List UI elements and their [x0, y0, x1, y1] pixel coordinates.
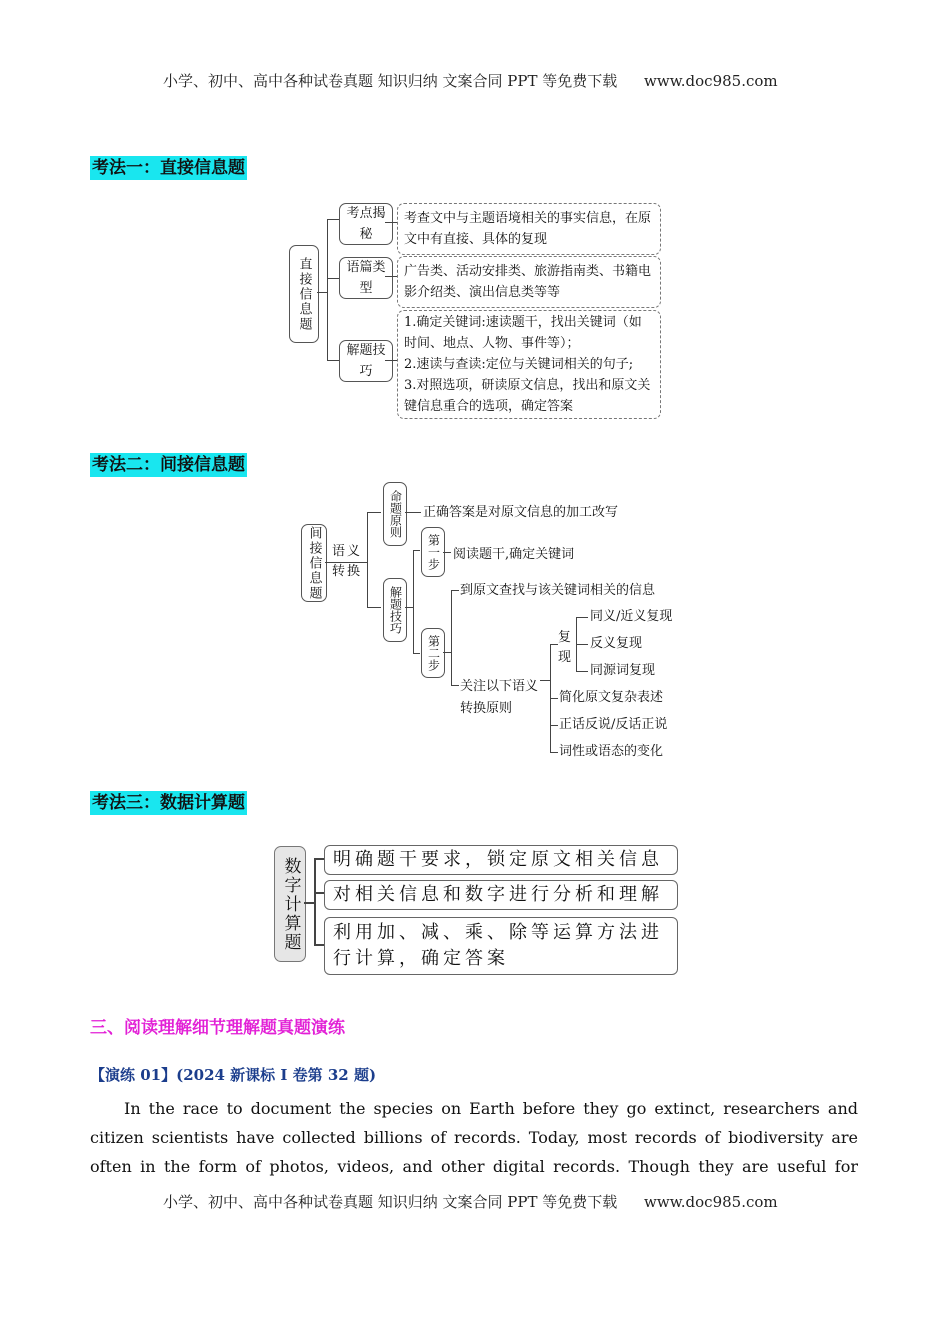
s2-other-3: 词性或语态的变化	[559, 744, 664, 759]
s2-repeat-label: 复现	[558, 630, 572, 665]
s2-sub: 语义转换	[332, 544, 363, 579]
s2-repeat-item-2: 反义复现	[590, 636, 643, 651]
s2-root: 间接信息题	[301, 524, 327, 602]
page-footer	[163, 1191, 778, 1212]
s2-principle-text: 正确答案是对原文信息的加工改写	[423, 505, 619, 520]
s2-repeat-item-3: 同源词复现	[590, 663, 656, 678]
s2-other-1: 简化原文复杂表述	[559, 690, 664, 705]
s2-tech-label: 解题技巧	[383, 578, 407, 642]
header-site: www.doc985.com	[644, 72, 778, 90]
s2-other-2: 正话反说/反话正说	[559, 717, 668, 732]
s3-item-1: 明确题干要求，锁定原文相关信息	[324, 845, 678, 875]
footer-text: 小学、初中、高中各种试卷真题 知识归纳 文案合同 PPT 等免费下载	[163, 1193, 618, 1211]
page-header	[163, 70, 778, 91]
exercise-paragraph: In the race to document the species on Earth before they go extinct, researchers and citizen scientists have collected billions of records. Today, most records of biodiversity are often in the form of photos, videos, and other digital records. Though they are useful for	[90, 1099, 858, 1176]
s2-step1-label: 第一步	[421, 527, 445, 577]
s3-item-2: 对相关信息和数字进行分析和理解	[324, 880, 678, 910]
section2-title: 考法二：间接信息题	[92, 455, 245, 475]
s3-item-3: 利用加、减、乘、除等运算方法进行计算，确定答案	[324, 917, 678, 975]
s1-tip-1: 1.确定关键词:速读题干，找出关键词（如时间、地点、人物、事件等）；	[404, 315, 642, 351]
s1-branch-content-3	[397, 310, 661, 419]
section1-title: 考法一：直接信息题	[92, 158, 245, 178]
s2-step2-text1: 到原文查找与该关键词相关的信息	[460, 583, 656, 598]
s1-tip-2: 2.速读与查读:定位与关键词相关的句子;	[404, 357, 634, 372]
s1-branch-content-1: 考查文中与主题语境相关的事实信息，在原文中有直接、具体的复现	[397, 203, 661, 255]
part3-title: 三、阅读理解细节理解题真题演练	[90, 1018, 345, 1038]
s2-principle-label: 命题原则	[383, 482, 407, 546]
s2-step2-label: 第二步	[421, 628, 445, 678]
s1-branch-content-2: 广告类、活动安排类、旅游指南类、书籍电影介绍类、演出信息类等等	[397, 256, 661, 308]
s3-root: 数字计算题	[274, 846, 306, 962]
s2-step2-text2: 关注以下语义转换原则	[460, 679, 539, 716]
exercise-label: 【演练 01】(2024 新课标 I 卷第 32 题)	[90, 1066, 377, 1084]
s1-tip-3: 3.对照选项，研读原文信息，找出和原文关键信息重合的选项，确定答案	[404, 378, 651, 414]
footer-site: www.doc985.com	[644, 1193, 778, 1211]
header-text: 小学、初中、高中各种试卷真题 知识归纳 文案合同 PPT 等免费下载	[163, 72, 618, 90]
s1-branch-label-1: 考点揭秘	[339, 203, 393, 245]
s1-branch-label-3: 解题技巧	[339, 340, 393, 382]
s1-branch-label-2: 语篇类型	[339, 257, 393, 299]
s1-root: 直接信息题	[289, 245, 319, 343]
s2-repeat-item-1: 同义/近义复现	[590, 609, 673, 624]
s2-step1-text: 阅读题干,确定关键词	[453, 547, 575, 562]
section3-title: 考法三：数据计算题	[92, 793, 245, 813]
